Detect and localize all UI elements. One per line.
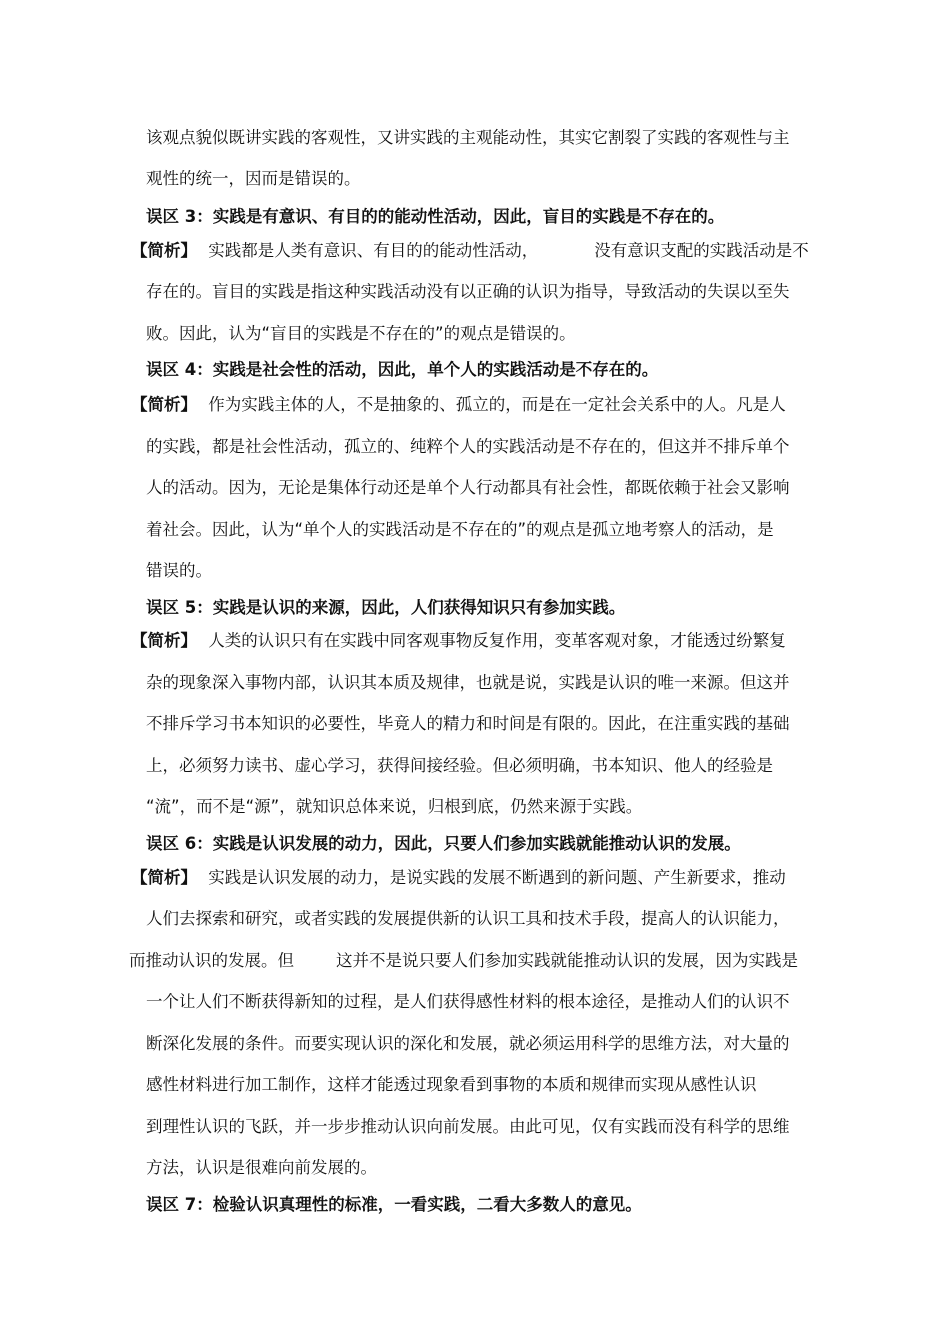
analysis-tag: 【简析】: [131, 241, 197, 260]
analysis-line: 【简析】 实践是认识发展的动力，是说实践的发展不断遇到的新问题、产生新要求，推动: [131, 868, 786, 887]
paragraph-line: 败。因此，认为“盲目的实践是不存在的”的观点是错误的。: [146, 324, 576, 343]
paragraph-line: 感性材料进行加工制作，这样才能透过现象看到事物的本质和规律而实现从感性认识: [146, 1075, 757, 1094]
paragraph-line: 断深化发展的条件。而要实现认识的深化和发展，就必须运用科学的思维方法，对大量的: [146, 1034, 790, 1053]
paragraph-line: 到理性认识的飞跃，并一步步推动认识向前发展。由此可见，仅有实践而没有科学的思维: [146, 1117, 790, 1136]
paragraph-line: 一个让人们不断获得新知的过程，是人们获得感性材料的根本途径，是推动人们的认识不: [146, 992, 790, 1011]
paragraph-line: 杂的现象深入事物内部，认识其本质及规律，也就是说，实践是认识的唯一来源。但这并: [146, 673, 790, 692]
section-heading-5: 误区 5：实践是认识的来源，因此，人们获得知识只有参加实践。: [146, 598, 626, 617]
analysis-tag: 【简析】: [131, 395, 197, 414]
paragraph-line: 而推动认识的发展。但 这并不是说只要人们参加实践就能推动认识的发展，因为实践是: [129, 951, 798, 970]
paragraph-line: 人们去探索和研究，或者实践的发展提供新的认识工具和技术手段，提高人的认识能力，: [146, 909, 790, 928]
paragraph-line: 上，必须努力读书、虚心学习，获得间接经验。但必须明确，书本知识、他人的经验是: [146, 756, 773, 775]
paragraph-line: 该观点貌似既讲实践的客观性，又讲实践的主观能动性，其实它割裂了实践的客观性与主: [146, 128, 790, 147]
paragraph-line: 错误的。: [146, 561, 212, 580]
section-heading-7: 误区 7：检验认识真理性的标准，一看实践，二看大多数人的意见。: [146, 1195, 642, 1214]
section-heading-3: 误区 3：实践是有意识、有目的的能动性活动，因此，盲目的实践是不存在的。: [146, 207, 725, 226]
paragraph-line: 不排斥学习书本知识的必要性，毕竟人的精力和时间是有限的。因此，在注重实践的基础: [146, 714, 790, 733]
analysis-line: 【简析】 实践都是人类有意识、有目的的能动性活动， 没有意识支配的实践活动是不: [131, 241, 809, 260]
paragraph-line: 方法，认识是很难向前发展的。: [146, 1158, 377, 1177]
analysis-line: 【简析】 人类的认识只有在实践中同客观事物反复作用，变革客观对象，才能透过纷繁复: [131, 631, 786, 650]
paragraph-line: 人的活动。因为，无论是集体行动还是单个人行动都具有社会性，都既依赖于社会又影响: [146, 478, 790, 497]
paragraph-line: 着社会。因此，认为“单个人的实践活动是不存在的”的观点是孤立地考察人的活动，是: [146, 520, 774, 539]
section-heading-6: 误区 6：实践是认识发展的动力，因此，只要人们参加实践就能推动认识的发展。: [146, 834, 741, 853]
paragraph-line: “流”，而不是“源”，就知识总体来说，归根到底，仍然来源于实践。: [146, 797, 643, 816]
analysis-line: 【简析】 作为实践主体的人，不是抽象的、孤立的，而是在一定社会关系中的人。凡是人: [131, 395, 786, 414]
analysis-tag: 【简析】: [131, 868, 197, 887]
paragraph-line: 存在的。盲目的实践是指这种实践活动没有以正确的认识为指导，导致活动的失误以至失: [146, 282, 790, 301]
paragraph-line: 的实践，都是社会性活动，孤立的、纯粹个人的实践活动是不存在的，但这并不排斥单个: [146, 437, 790, 456]
analysis-tag: 【简析】: [131, 631, 197, 650]
section-heading-4: 误区 4：实践是社会性的活动，因此，单个人的实践活动是不存在的。: [146, 360, 659, 379]
paragraph-line: 观性的统一，因而是错误的。: [146, 169, 361, 188]
